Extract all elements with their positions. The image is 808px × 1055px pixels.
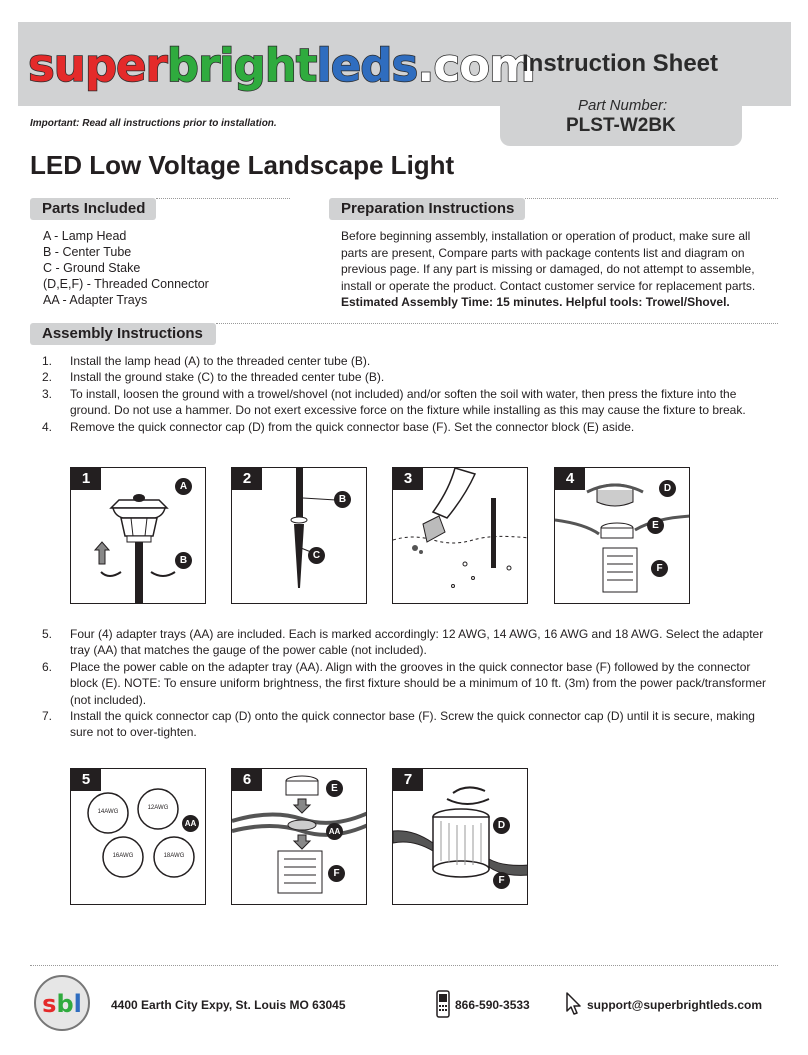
footer-email[interactable]: support@superbrightleds.com <box>587 998 763 1012</box>
callout-b: B <box>334 491 351 508</box>
part-number: PLST-W2BK <box>566 115 676 136</box>
footer-address: 4400 Earth City Expy, St. Louis MO 63045 <box>111 998 346 1012</box>
step-number: 7. <box>42 709 53 724</box>
step-number: 4. <box>42 419 53 434</box>
figure-1 <box>70 467 206 604</box>
step-number: 3. <box>42 386 53 401</box>
figure-number: 7 <box>393 769 423 791</box>
step-text: Install the ground stake (C) to the threaded center tube (B). <box>70 370 385 385</box>
figure-4 <box>554 467 690 604</box>
callout-d: D <box>493 817 510 834</box>
callout-f: F <box>328 865 345 882</box>
figure-number: 5 <box>71 769 101 791</box>
cursor-icon <box>566 992 582 1016</box>
assembly-step <box>42 708 772 741</box>
callout-c: C <box>308 547 325 564</box>
callout-b: B <box>175 552 192 569</box>
parts-included-heading: Parts Included <box>30 198 156 220</box>
preparation-heading: Preparation Instructions <box>329 198 525 220</box>
divider <box>156 198 290 199</box>
callout-aa: AA <box>182 815 199 832</box>
assembly-heading: Assembly Instructions <box>30 323 216 345</box>
figure-2 <box>231 467 367 604</box>
footer-logo-text <box>36 990 88 1018</box>
figure-5 <box>70 768 206 905</box>
tray-label-12awg: 12AWG <box>147 805 169 811</box>
figure-number: 2 <box>232 468 262 490</box>
product-title: LED Low Voltage Landscape Light <box>30 150 455 180</box>
part-item: (D,E,F) - Threaded Connector <box>43 277 209 291</box>
step-text: To install, loosen the ground with a trowel/shovel (not included) and/or soften the soil with water, then press the fixture into the ground. Do not use a hammer. Do not exert excessive force on the fixture while installing as this may cause the fixture to break. <box>70 386 746 418</box>
assembly-time: Estimated Assembly Time: 15 minutes. Helpful tools: Trowel/Shovel. <box>341 295 730 309</box>
preparation-text <box>341 228 761 311</box>
assembly-steps-5-7 <box>42 626 772 741</box>
figure-3 <box>392 467 528 604</box>
figure-number: 4 <box>555 468 585 490</box>
assembly-step <box>42 626 772 659</box>
logo-part-bright: bright <box>166 39 317 92</box>
step-text: Install the quick connector cap (D) onto the quick connector base (F). Screw the quick connector cap (D) until it is secure, making sure not to over-tighten. <box>70 709 755 740</box>
phone-icon <box>436 990 450 1018</box>
figure-number: 1 <box>71 468 101 490</box>
figure-number: 3 <box>393 468 423 490</box>
divider <box>216 323 778 324</box>
step-number: 1. <box>42 354 53 368</box>
step-number: 5. <box>42 627 53 641</box>
assembly-step <box>42 386 772 419</box>
logo-letter-b: b <box>56 990 74 1018</box>
step-text: Four (4) adapter trays (AA) are included. Each is marked accordingly: 12 AWG, 14 AWG, 16 AWG and 18 AWG. Select the adapter tray (AA) that matches the gauge of the power cable (not included). <box>70 627 764 658</box>
divider <box>525 198 778 199</box>
tray-label-14awg: 14AWG <box>97 809 119 815</box>
footer-phone: 866-590-3533 <box>455 998 530 1012</box>
step-text: Place the power cable on the adapter tray (AA). Align with the grooves in the quick connector base (F) followed by the connector block (E). NOTE: To ensure uniform brightness, the first fixture should be a minimum of 10 ft. (3m) from the power pack/transformer (not included). <box>70 659 767 707</box>
figure-6 <box>231 768 367 905</box>
assembly-steps-1-4 <box>42 353 772 435</box>
figure-7 <box>392 768 528 905</box>
logo-part-com: .com <box>417 39 535 92</box>
figure-number: 6 <box>232 769 262 791</box>
callout-a: A <box>175 478 192 495</box>
footer-logo <box>34 975 90 1031</box>
assembly-step <box>42 659 772 708</box>
callout-f: F <box>493 872 510 889</box>
logo-letter-s: s <box>42 990 57 1018</box>
part-item: B - Center Tube <box>43 245 132 259</box>
assembly-step <box>42 369 772 385</box>
preparation-body: Before beginning assembly, installation or operation of product, make sure all parts are present, Compare parts with package contents list and diagram on previous page. If any part is missing or damaged, do not attempt to assemble, install or operate the product. Contact customer service for replacement parts. <box>341 229 756 293</box>
tray-label-16awg: 16AWG <box>112 853 134 859</box>
part-item: C - Ground Stake <box>43 261 141 275</box>
step-text: Install the lamp head (A) to the threaded center tube (B). <box>70 354 371 368</box>
assembly-step <box>42 419 772 435</box>
logo-part-super: super <box>28 39 167 92</box>
important-notice: Important: Read all instructions prior to installation. <box>30 118 277 129</box>
part-item: A - Lamp Head <box>43 229 127 243</box>
step-number: 2. <box>42 370 53 385</box>
brand-logo <box>28 40 535 92</box>
part-number-label: Part Number: <box>578 97 668 114</box>
assembly-step <box>42 353 772 369</box>
step-text: Remove the quick connector cap (D) from the quick connector base (F). Set the connector block (E) aside. <box>70 419 635 434</box>
logo-letter-l: l <box>73 990 82 1018</box>
callout-d: D <box>659 480 676 497</box>
parts-list <box>43 228 209 308</box>
step-number: 6. <box>42 659 53 674</box>
callout-f: F <box>651 560 668 577</box>
callout-aa: AA <box>326 823 343 840</box>
tray-label-18awg: 18AWG <box>163 853 185 859</box>
callout-e: E <box>647 517 664 534</box>
part-item: AA - Adapter Trays <box>43 293 148 307</box>
document-title: Instruction Sheet <box>522 50 719 77</box>
callout-e: E <box>326 780 343 797</box>
logo-part-leds: leds <box>316 39 418 92</box>
footer-divider <box>30 965 778 966</box>
